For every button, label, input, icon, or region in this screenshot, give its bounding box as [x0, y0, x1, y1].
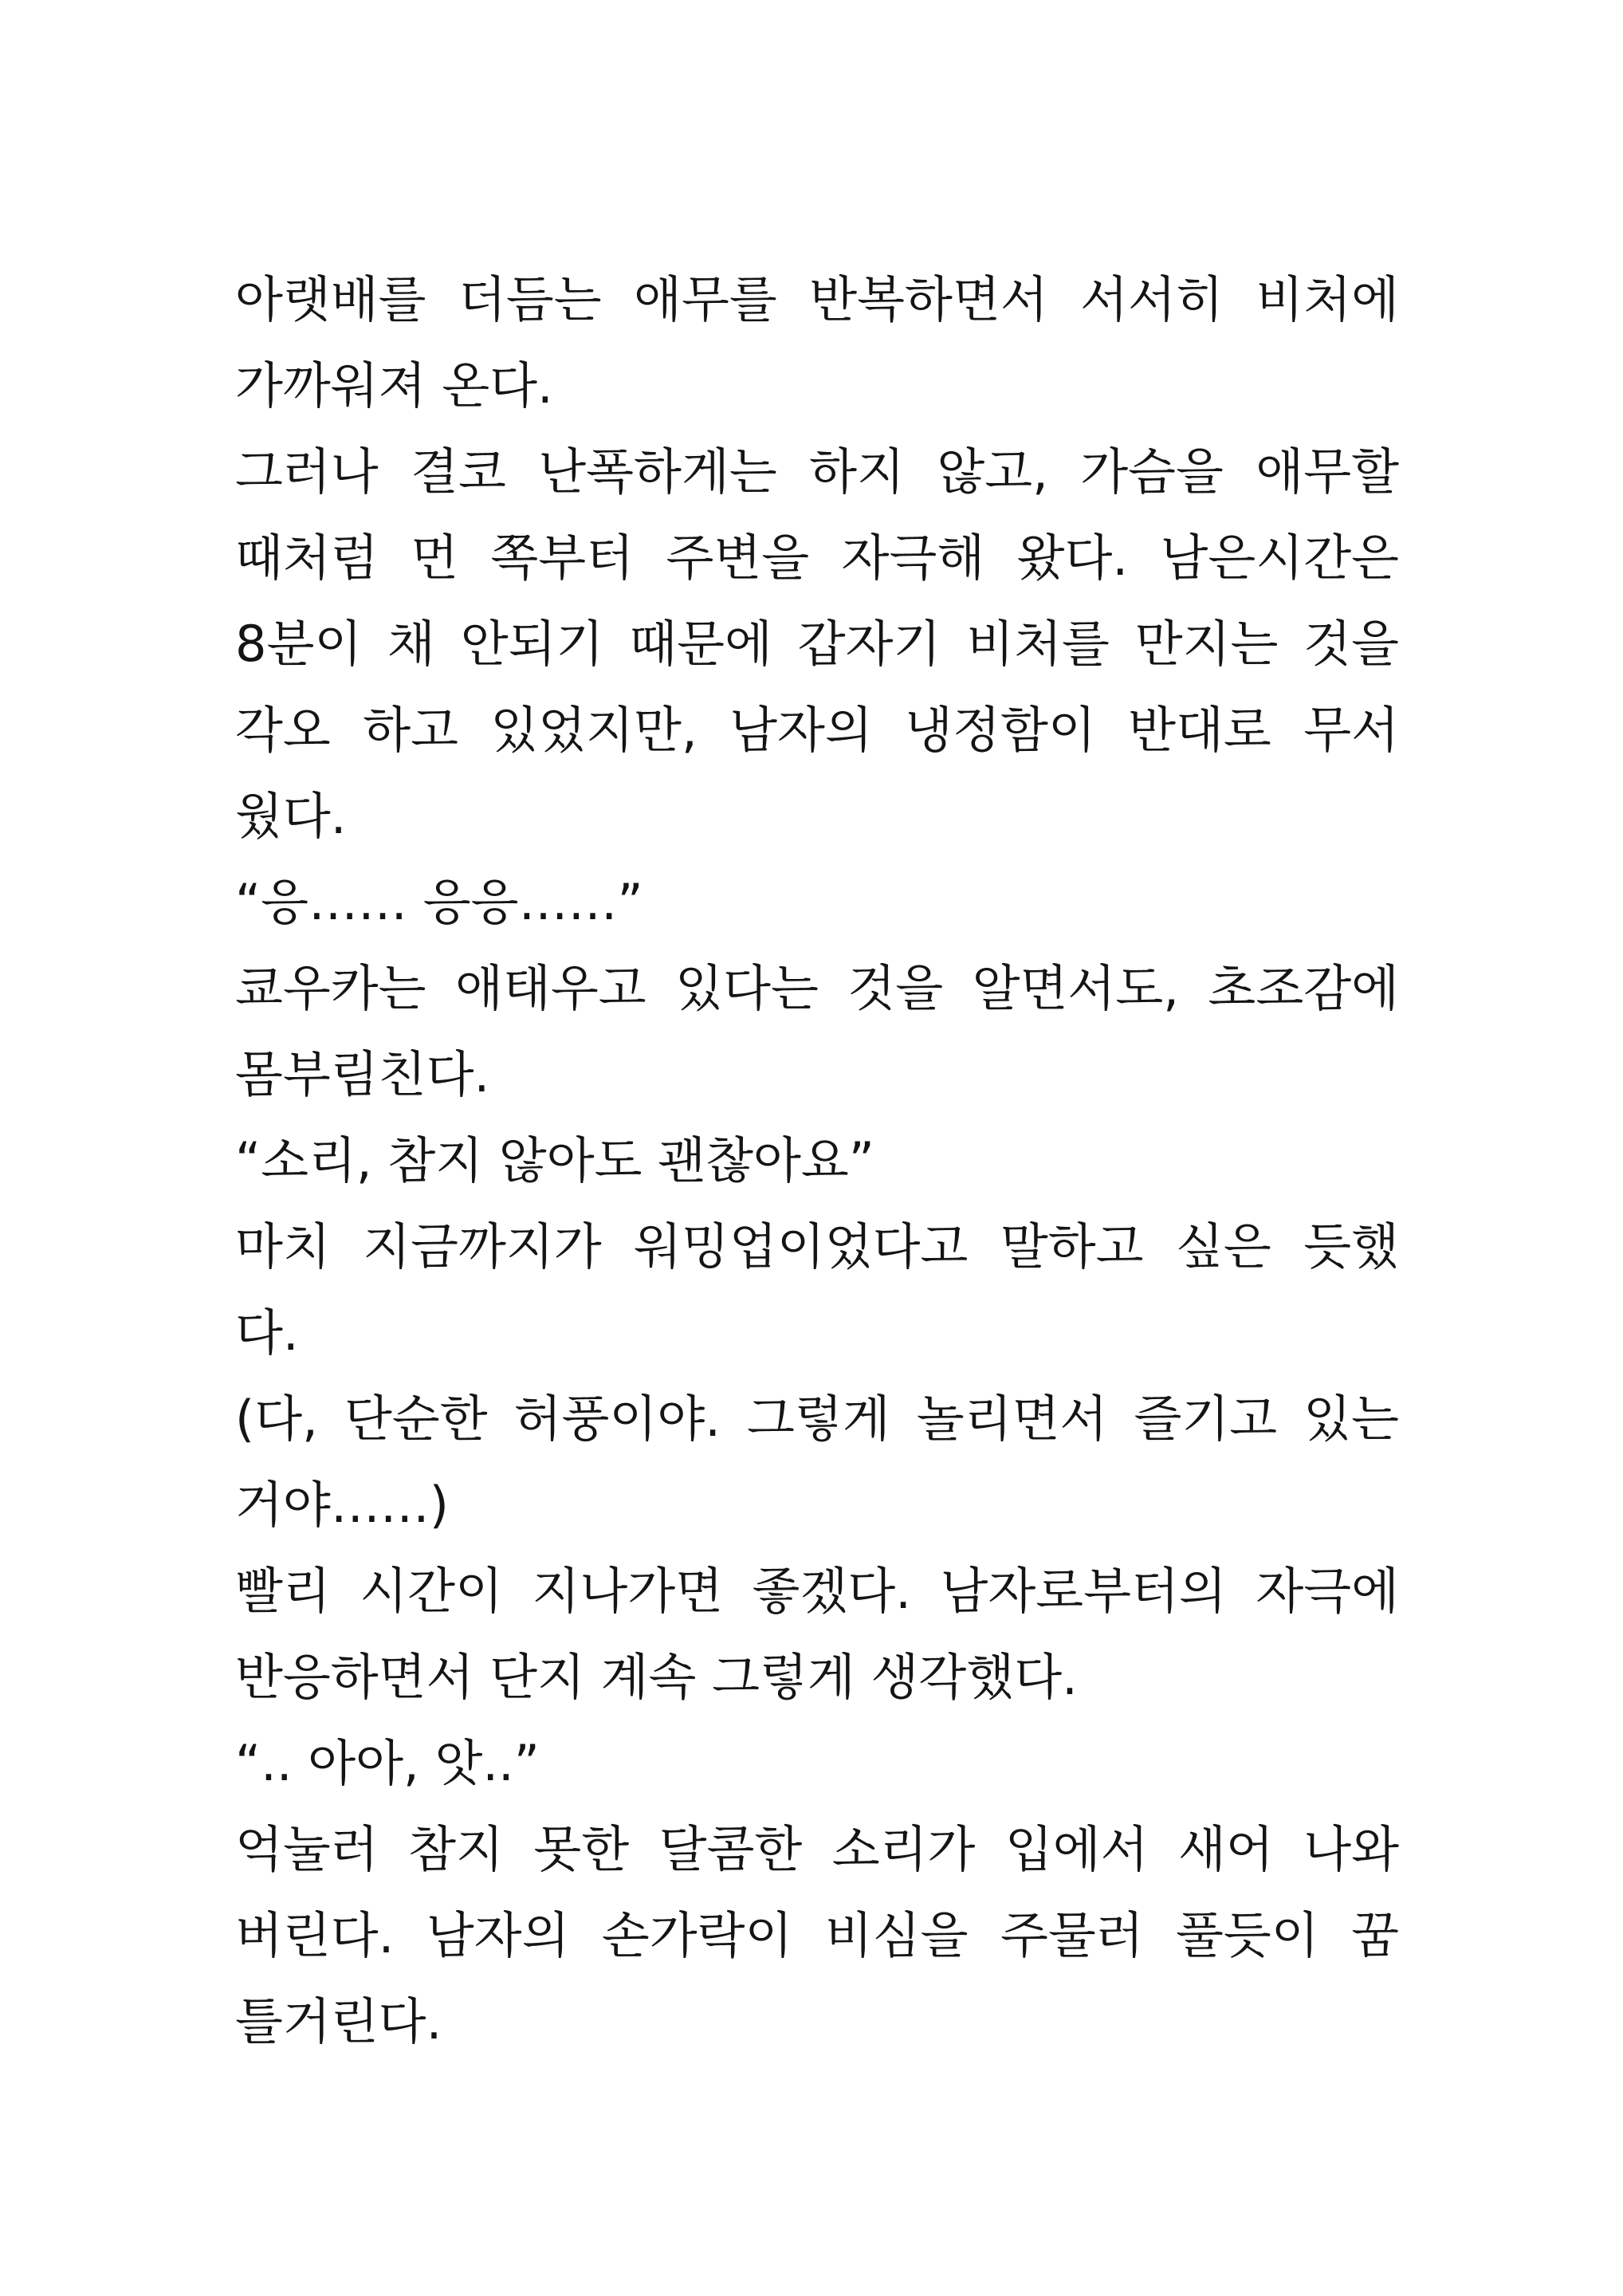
text-line: 다.	[235, 1303, 299, 1362]
text-line: 때처럼 먼 쪽부터 주변을 자극해 왔다. 남은시간은	[235, 529, 1399, 587]
text-line: 거야……)	[235, 1476, 449, 1534]
text-line: 그러나 결코 난폭하게는 하지 않고, 가슴을 애무할	[235, 442, 1399, 501]
text-line: 아랫배를 더듬는 애무를 반복하면서 서서히 비처에	[235, 270, 1399, 328]
body-text	[235, 257, 1399, 2065]
text-line: 빨리 시간이 지나가면 좋겠다. 남자로부터의 자극에	[235, 1562, 1399, 1620]
text-line: 몸부림친다.	[235, 1045, 490, 1103]
text-line: 쿄우카는 애태우고 있다는 것을 알면서도, 초조감에	[235, 959, 1399, 1017]
text-line: 억눌러 참지 못한 달콤한 소리가 입에서 새어 나와	[235, 1820, 1399, 1878]
text-line: “응…… 응응……”	[235, 873, 643, 931]
text-line: 웠다.	[235, 787, 347, 845]
text-line: (다, 단순한 허풍이야. 그렇게 놀리면서 즐기고 있는	[235, 1390, 1399, 1448]
text-line: 틀거린다.	[235, 1992, 442, 2050]
text-line: 버린다. 남자의 손가락이 비심을 주물러 풀듯이 꿈	[235, 1906, 1399, 1964]
text-line: 반응하면서 단지 계속 그렇게 생각했다.	[235, 1648, 1078, 1706]
text-line: 각오 하고 있었지만, 남자의 냉정함이 반대로 무서	[235, 701, 1399, 759]
text-line: “.. 아아, 앗..”	[235, 1734, 540, 1792]
text-line: “소리, 참지 않아도 괜찮아요”	[235, 1131, 874, 1189]
text-line: 8분이 채 안되기 때문에 갑자기 비처를 만지는 것을	[235, 615, 1399, 673]
text-line: 가까워져 온다.	[235, 356, 553, 415]
text-line: 마치 지금까지가 워밍업이었다고 말하고 싶은 듯했	[235, 1217, 1399, 1276]
